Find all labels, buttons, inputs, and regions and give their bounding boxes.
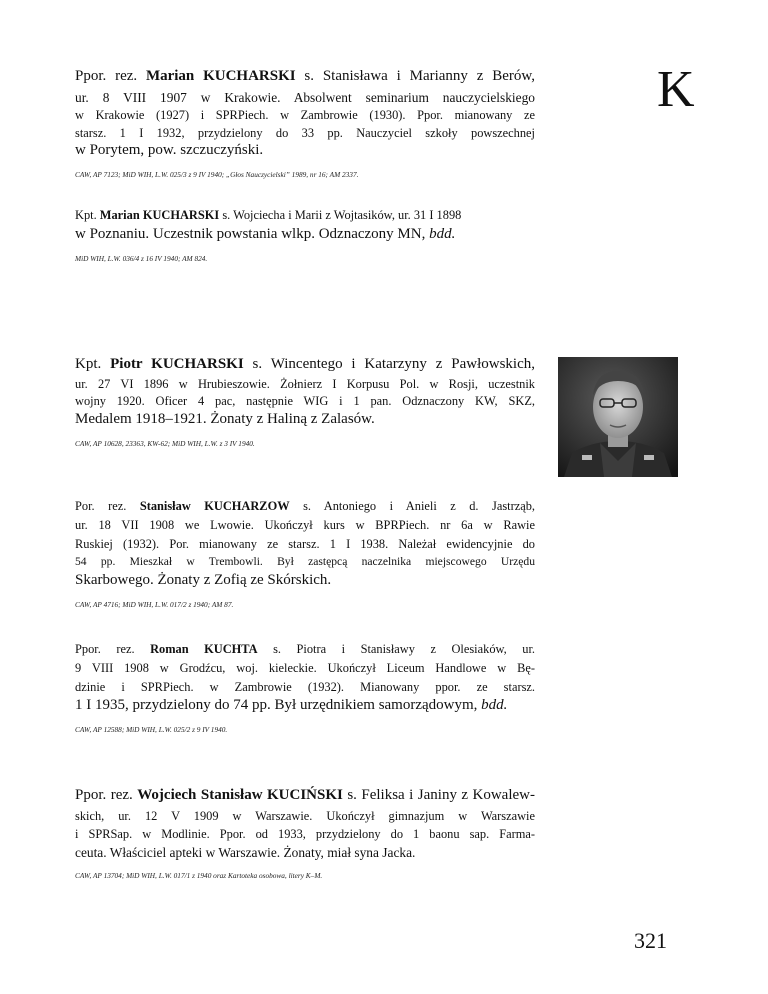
entry-line: 9 VIII 1908 w Grodźcu, woj. kieleckie. Ukończył Liceum Handlowe w Bę-	[75, 661, 535, 676]
person-name: Stanisław KUCHARZOW	[139, 499, 290, 513]
source-citation: CAW, AP 12588; MiD WIH, L.W. 025/2 z 9 IV 1940.	[75, 725, 228, 735]
entry-line: Ruskiej (1932). Por. mianowany ze starsz. 1 I 1938. Należał ewidencyjnie do	[75, 536, 535, 551]
source-citation: CAW, AP 13704; MiD WIH, L.W. 017/1 z 1940 oraz Kartoteka osobowa, litery K–M.	[75, 871, 323, 881]
person-name: Piotr KUCHARSKI	[110, 356, 244, 372]
entry-line: ceuta. Właściciel apteki w Warszawie. Żonaty, miał syna Jacka.	[75, 844, 416, 860]
entry-line: starsz. 1 I 1932, przydzielony do 33 pp. Nauczyciel szkoły powszechnej	[75, 125, 535, 140]
entry-line: ur. 8 VIII 1907 w Krakowie. Absolwent seminarium nauczycielskiego	[75, 90, 535, 105]
biography-entry	[75, 788, 535, 880]
entry-line: 1 I 1935, przydzielony do 74 pp. Był urzędnikiem samorządowym, bdd.	[75, 697, 508, 714]
entry-line: Skarbowego. Żonaty z Zofią ze Skórskich.	[75, 571, 332, 588]
source-citation: MiD WIH, L.W. 036/4 z 16 IV 1940; AM 824.	[75, 254, 208, 264]
source-citation: CAW, AP 10628, 23363, KW-62; MiD WIH, L.W. z 3 IV 1940.	[75, 438, 255, 448]
biography-entry	[75, 357, 535, 448]
entry-line: skich, ur. 12 V 1909 w Warszawie. Ukończył gimnazjum w Warszawie	[75, 809, 535, 823]
section-letter: K	[657, 61, 695, 118]
entry-line: Ppor. rez. Roman KUCHTA s. Piotra i Stanisławy z Olesiaków, ur.	[75, 642, 535, 656]
person-name: Wojciech Stanisław KUCIŃSKI	[137, 787, 343, 803]
biography-entry	[75, 209, 535, 263]
person-name: Roman KUCHTA	[150, 642, 258, 656]
portrait-photo	[558, 357, 678, 477]
source-citation: CAW, AP 4716; MiD WIH, L.W. 017/2 z 1940; AM 87.	[75, 599, 234, 609]
entry-line: 54 pp. Mieszkał w Trembowli. Był zastępcą naczelnika miejscowego Urzędu	[75, 555, 535, 569]
biography-entry	[75, 69, 535, 179]
bdd-note: bdd.	[429, 226, 456, 243]
person-name: Marian KUCHARSKI	[99, 208, 220, 222]
entry-line: w Poznaniu. Uczestnik powstania wlkp. Odznaczony MN, bdd.	[75, 226, 456, 243]
person-name: Marian KUCHARSKI	[145, 68, 296, 84]
biography-entry	[75, 643, 535, 734]
entry-line: Medalem 1918–1921. Żonaty z Haliną z Zalasów.	[75, 410, 375, 427]
entry-line: w Krakowie (1927) i SPRPiech. w Zambrowie (1930). Ppor. mianowany ze	[75, 108, 535, 123]
portrait-image	[558, 357, 678, 477]
entry-line: Kpt. Piotr KUCHARSKI s. Wincentego i Katarzyny z Pawłowskich,	[75, 356, 535, 372]
page-number: 321	[634, 928, 667, 953]
entry-line: ur. 27 VI 1896 w Hrubieszowie. Żołnierz I Korpusu Pol. w Rosji, uczestnik	[75, 377, 535, 391]
biography-entry	[75, 500, 535, 609]
entry-line: Ppor. rez. Marian KUCHARSKI s. Stanisława i Marianny z Berów,	[75, 68, 535, 84]
entry-line: ur. 18 VII 1908 we Lwowie. Ukończył kurs w BPRPiech. nr 6a w Rawie	[75, 518, 535, 533]
bdd-note: bdd.	[481, 697, 508, 714]
entry-line: Por. rez. Stanisław KUCHARZOW s. Antoniego i Anieli z d. Jastrząb,	[75, 499, 535, 513]
entry-line: Ppor. rez. Wojciech Stanisław KUCIŃSKI s. Feliksa i Janiny z Kowalew-	[75, 787, 535, 803]
entry-line: i SPRSap. w Modlinie. Ppor. od 1933, przydzielony do 1 baonu sap. Farma-	[75, 827, 535, 842]
source-citation: CAW, AP 7123; MiD WIH, L.W. 025/3 z 9 IV 1940; „Głos Nauczycielski” 1989, nr 16; AM 2337.	[75, 170, 359, 180]
entry-line: wojny 1920. Oficer 4 pac, następnie WIG i 1 pan. Odznaczony KW, SKZ,	[75, 394, 535, 409]
entry-line: Kpt. Marian KUCHARSKI s. Wojciecha i Marii z Wojtasików, ur. 31 I 1898	[75, 208, 462, 222]
entry-line: w Porytem, pow. szczuczyński.	[75, 142, 264, 159]
entry-line: dzinie i SPRPiech. w Zambrowie (1932). Mianowany ppor. ze starsz.	[75, 679, 535, 694]
